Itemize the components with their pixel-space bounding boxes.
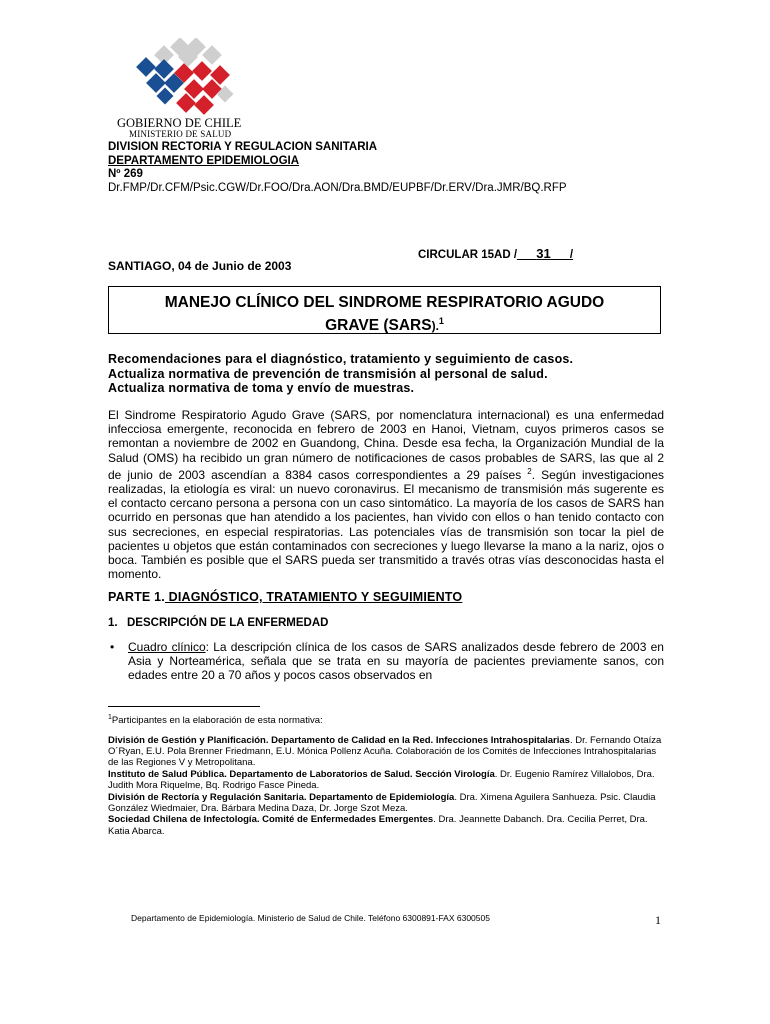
recommendation-line: Recomendaciones para el diagnóstico, tratamiento y seguimiento de casos. — [108, 352, 574, 366]
recommendation-line: Actualiza normativa de prevención de transmisión al personal de salud. — [108, 366, 548, 381]
section-1-heading: 1. DESCRIPCIÓN DE LA ENFERMEDAD — [108, 617, 329, 629]
initials-line: Dr.FMP/Dr.CFM/Psic.CGW/Dr.FOO/Dra.AON/Dra.BMD/EUPBF/Dr.ERV/Dra.JMR/BQ.RFP — [108, 181, 567, 194]
bullet-cuadro-clinico: Cuadro clínico: La descripción clínica de los casos de SARS analizados desde febrero de 2003 en Asia y Norteamérica, señala que se trata en su mayoría de pacientes previamente sanos, con edades entre 20 a 70 años y pocos casos observados en — [128, 640, 664, 683]
document-header — [108, 141, 567, 195]
document-title — [108, 286, 661, 334]
footnote-entry: División de Rectoría y Regulación Sanitaria. Departamento de Epidemiología. Dra. Ximena Aguilera Sanhueza. Psic. Claudia González Wiedmaier, Dra. Bárbara Medina Daza, Dr. Jorge Szot Meza. — [108, 791, 656, 814]
title-line-2: GRAVE (SARS).$^1$ — [325, 316, 444, 335]
footnote-entry: Instituto de Salud Pública. Departamento de Laboratorios de Salud. Sección Virología. Dr. Eugenio Ramírez Villalobos, Dra. Judith Mora Riquelme, Bq. Rodrigo Fasce Pineda. — [108, 768, 655, 792]
footnote-rule — [108, 706, 260, 707]
page-footer: Departamento de Epidemiología. Ministerio de Salud de Chile. Teléfono 6300891-FAX 6300505 — [131, 913, 490, 923]
part-1-heading: PARTE 1. DIAGNÓSTICO, TRATAMIENTO Y SEGUIMIENTO — [108, 590, 463, 604]
footnote-entry: División de Gestión y Planificación. Departamento de Calidad en la Red. Infecciones Intrahospitalarias. Dr. Fernando Otaíza O´Ryan, E.U. Pola Brenner Friedmann, E.U. Mónica Pollenz Acuña. Colaboración de los Comités de Infecciones Intrahospitalarias de las Regiones V y Metropolitana. — [108, 734, 662, 769]
circular-suffix: / — [569, 249, 574, 261]
document-number: Nº 269 — [108, 168, 143, 180]
circular-prefix: CIRCULAR 15AD / — [418, 249, 518, 261]
department-line: DEPARTAMENTO EPIDEMIOLOGIA — [108, 154, 300, 167]
footnote: $^1$Participantes en la elaboración de esta normativa: División de Gestión y Planificación. Departamento de Calidad en la Red. Infecciones Intrahospitalarias. Dr. Fernando Otaíza O´Ryan, E.U. Pola Brenner Friedmann, E.U. Mónica Pollenz Acuña. Colaboración de los Comités de Infecciones Intrahospitalarias de las Regiones V y Metropolitana. Instituto de Salud Pública. Departamento de Laboratorios de Salud. Sección Virología. Dr. Eugenio Ramírez Villalobos, Dra. Judith Mora Riquelme, Bq. Rodrigo Fasce Pineda. División de Rectoría y Regulación Sanitaria. Departamento de Epidemiología. Dra. Ximena Aguilera Sanhueza. Psic. Claudia González Wiedmaier, Dra. Bárbara Medina Daza, Dr. Jorge Szot Meza. Sociedad Chilena de Infectología. Comité de Enfermedades Emergentes. Dra. Jeannette Dabanch. Dra. Cecilia Perret, Dra. Katia Abarca. — [108, 712, 668, 837]
title-line-1: MANEJO CLÍNICO DEL SINDROME RESPIRATORIO AGUDO — [164, 294, 605, 311]
recommendations — [108, 352, 668, 396]
logo-text — [117, 118, 241, 140]
footnote-entry: Sociedad Chilena de Infectología. Comité de Enfermedades Emergentes. Dra. Jeannette Dabanch. Dra. Cecilia Perret, Dra. Katia Abarca. — [108, 814, 648, 837]
footnote-ref-2: 2 — [527, 466, 532, 476]
bullet-icon: • — [110, 640, 115, 654]
title-footnote-mark: 1 — [438, 316, 444, 326]
circular-reference: CIRCULAR 15AD /___31___/ — [418, 246, 574, 261]
circular-number: 31 — [536, 246, 551, 261]
logo-line-2: MINISTERIO DE SALUD — [129, 129, 232, 139]
document-date: SANTIAGO, 04 de Junio de 2003 — [108, 259, 292, 273]
page-number: 1 — [655, 913, 661, 927]
intro-paragraph: El Sindrome Respiratorio Agudo Grave (SARS, por nomenclatura internacional) es una enfermedad infecciosa emergente, reconocida en febrero de 2003 en Hanoi, Vietnam, cuyos primeros casos se remontan a noviembre de 2002 en Guandong, China. Desde esa fecha, la Organización Mundial de la Salud (OMS) ha recibido un gran número de notificaciones de casos probables de SARS, las que al 2 de junio de 2003 ascendían a 8384 casos correspondientes a 29 países $^2$. Según investigaciones realizadas, la etiología es viral: un nuevo coronavirus. El mecanismo de transmisión más sugerente es el contacto cercano persona a persona con un caso sintomático. La mayoría de los casos de SARS han ocurrido en personas que han atendido a los pacientes, han vivido con ellos o han tenido contacto con sus secreciones, en especial respiratorias. Las potenciales vías de transmisión son tocar la piel de pacientes u objetos que están contaminados con secreciones y luego llevarse la mano a la nariz, ojos o boca. También es posible que el SARS pueda ser transmitido a través otras vías desconocidas hasta el momento. — [108, 408, 664, 582]
logo-line-1: GOBIERNO DE CHILE — [117, 116, 242, 130]
recommendation-line: Actualiza normativa de toma y envío de muestras. — [108, 381, 415, 395]
division-line: DIVISION RECTORIA Y REGULACION SANITARIA — [108, 141, 377, 153]
